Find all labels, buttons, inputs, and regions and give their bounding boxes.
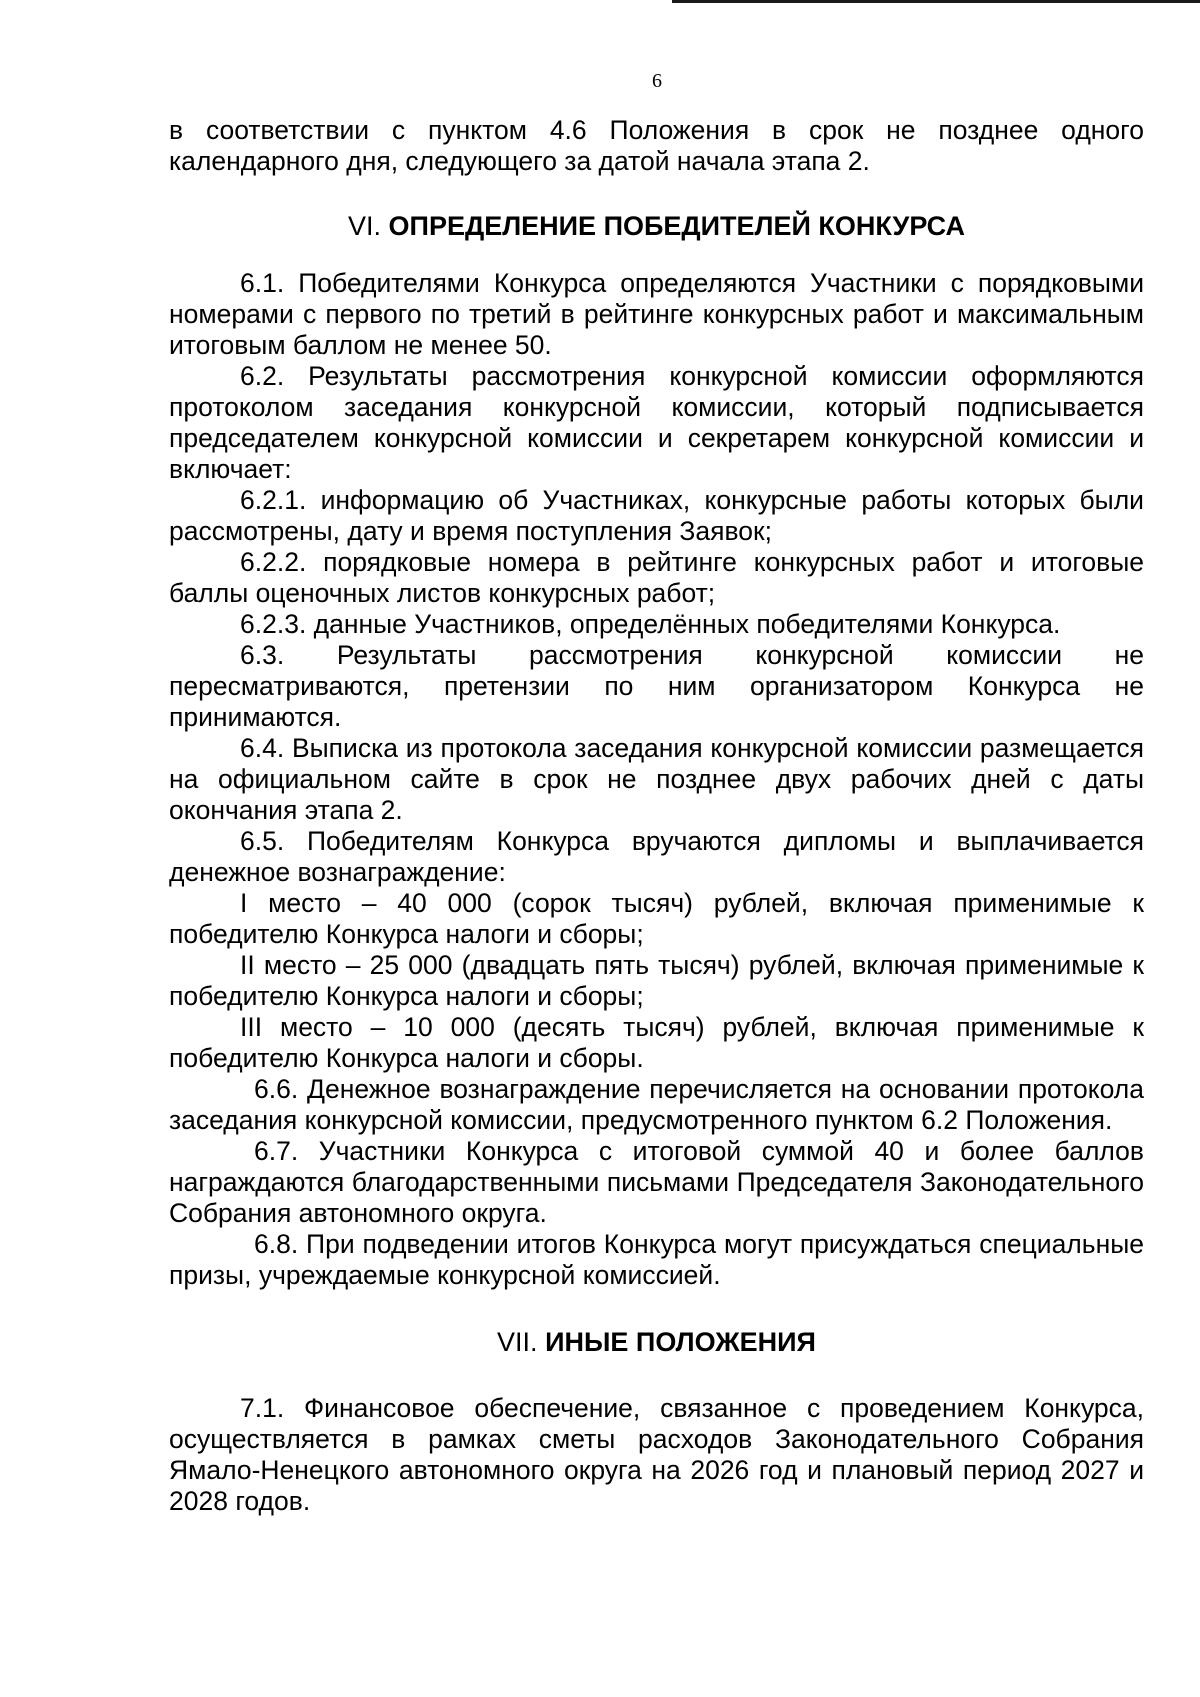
- page-number: 6: [652, 70, 662, 92]
- paragraph-6-2: 6.2. Результаты рассмотрения конкурсной комиссии оформляются протоколом заседания конкурсной комиссии, который подписывается председателем конкурсной комиссии и секретарем конкурсной комиссии и включает:: [169, 361, 1144, 484]
- paragraph-6-6: 6.6. Денежное вознаграждение перечисляется на основании протокола заседания конкурсной комиссии, предусмотренного пунктом 6.2 Положения.: [169, 1074, 1144, 1135]
- section-7-number: VII.: [497, 1327, 538, 1357]
- prize-third-place: III место – 10 000 (десять тысяч) рублей, включая применимые к победителю Конкурса налоги и сборы.: [169, 1012, 1144, 1073]
- paragraph-7-1: 7.1. Финансовое обеспечение, связанное с проведением Конкурса, осуществляется в рамках сметы расходов Законодательного Собрания Ямало-Ненецкого автономного округа на 2026 год и плановый период 2027 и 2028 годов.: [169, 1393, 1144, 1516]
- prize-second-place: II место – 25 000 (двадцать пять тысяч) рублей, включая применимые к победителю Конкурса налоги и сборы;: [169, 950, 1144, 1011]
- section-7-heading: [169, 1327, 1144, 1358]
- section-6-title: ОПРЕДЕЛЕНИЕ ПОБЕДИТЕЛЕЙ КОНКУРСА: [388, 211, 965, 241]
- document-body: [169, 115, 1144, 1517]
- paragraph-6-5: 6.5. Победителям Конкурса вручаются дипломы и выплачивается денежное вознаграждение:: [169, 826, 1144, 887]
- paragraph-6-2-1: 6.2.1. информацию об Участниках, конкурсные работы которых были рассмотрены, дату и время поступления Заявок;: [169, 485, 1144, 546]
- intro-paragraph: в соответствии с пунктом 4.6 Положения в срок не позднее одного календарного дня, следующего за датой начала этапа 2.: [169, 115, 1144, 176]
- paragraph-6-2-3: 6.2.3. данные Участников, определённых победителями Конкурса.: [240, 609, 1061, 639]
- paragraph-6-1: 6.1. Победителями Конкурса определяются Участники с порядковыми номерами с первого по третий в рейтинге конкурсных работ и максимальным итоговым баллом не менее 50.: [169, 268, 1144, 360]
- paragraph-6-4: 6.4. Выписка из протокола заседания конкурсной комиссии размещается на официальном сайте в срок не позднее двух рабочих дней с даты окончания этапа 2.: [169, 733, 1144, 825]
- paragraph-6-2-2: 6.2.2. порядковые номера в рейтинге конкурсных работ и итоговые баллы оценочных листов конкурсных работ;: [169, 547, 1144, 608]
- paragraph-6-8: 6.8. При подведении итогов Конкурса могут присуждаться специальные призы, учреждаемые конкурсной комиссией.: [169, 1229, 1144, 1290]
- section-6-number: VI.: [348, 211, 382, 241]
- paragraph-6-7: 6.7. Участники Конкурса с итоговой суммой 40 и более баллов награждаются благодарственными письмами Председателя Законодательного Собрания автономного округа.: [169, 1136, 1144, 1228]
- top-rule: [672, 0, 1200, 3]
- section-6-heading: [169, 211, 1144, 242]
- prize-first-place: I место – 40 000 (сорок тысяч) рублей, включая применимые к победителю Конкурса налоги и сборы;: [169, 888, 1144, 949]
- paragraph-6-3: 6.3. Результаты рассмотрения конкурсной комиссии не пересматриваются, претензии по ним организатором Конкурса не принимаются.: [169, 640, 1144, 732]
- section-7-title: ИНЫЕ ПОЛОЖЕНИЯ: [545, 1327, 816, 1357]
